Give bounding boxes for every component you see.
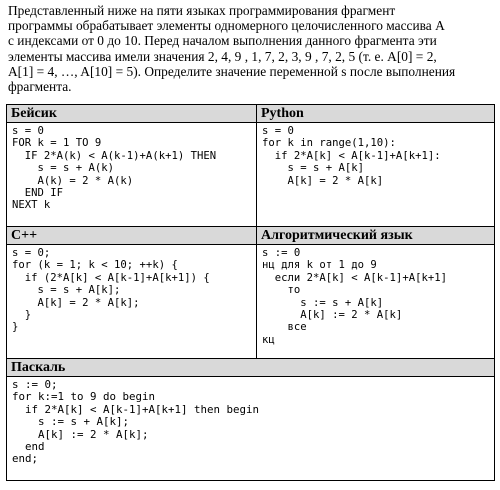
problem-statement [8,3,492,94]
python-cell [257,105,495,227]
algo-code: s := 0 нц для k от 1 до 9 если 2*A[k] < A[k-1]+A[k+1] то s := s + A[k] A[k] := 2 * A[k] все кц [262,247,447,346]
basic-title: Бейсик [7,105,256,123]
basic-cell [7,105,257,227]
python-code: s = 0 for k in range(1,10): if 2*A[k] < A[k-1]+A[k+1]: s = s + A[k] A[k] = 2 * A[k] [262,125,441,187]
pascal-code: s := 0; for k:=1 to 9 do begin if 2*A[k] < A[k-1]+A[k+1] then begin s := s + A[k]; A[k] := 2 * A[k]; end end; [12,378,260,466]
algo-title: Алгоритмический язык [257,227,494,245]
problem-line: фрагмента. [8,79,72,95]
cpp-code: s = 0; for (k = 1; k < 10; ++k) { if (2*A[k] < A[k-1]+A[k+1]) { s = s + A[k]; A[k] = 2 * A[k]; } } [12,247,210,334]
code-table [6,104,495,481]
cpp-cell [7,227,257,359]
problem-line: с индексами от 0 до 10. Перед началом выполнения данного фрагмента эти [8,33,437,49]
algo-cell [257,227,495,359]
python-title: Python [257,105,494,123]
pascal-title: Паскаль [7,359,494,377]
problem-line: Представленный ниже на пяти языках программирования фрагмент [8,3,396,18]
problem-line: A[1] = 4, …, A[10] = 5). Определите значение переменной s после выполнения [8,63,456,79]
cpp-title: C++ [7,227,256,245]
pascal-cell [7,359,495,481]
problem-line: элементы массива имели значения 2, 4, 9 , 1, 7, 2, 3, 9 , 7, 2, 5 (т. е. A[0] = 2, [8,48,437,64]
problem-line: программы обрабатывает элементы одномерного целочисленного массива A [8,18,445,34]
basic-code: s = 0 FOR k = 1 TO 9 IF 2*A(k) < A(k-1)+A(k+1) THEN s = s + A(k) A(k) = 2 * A(k) END IF NEXT k [12,125,217,212]
